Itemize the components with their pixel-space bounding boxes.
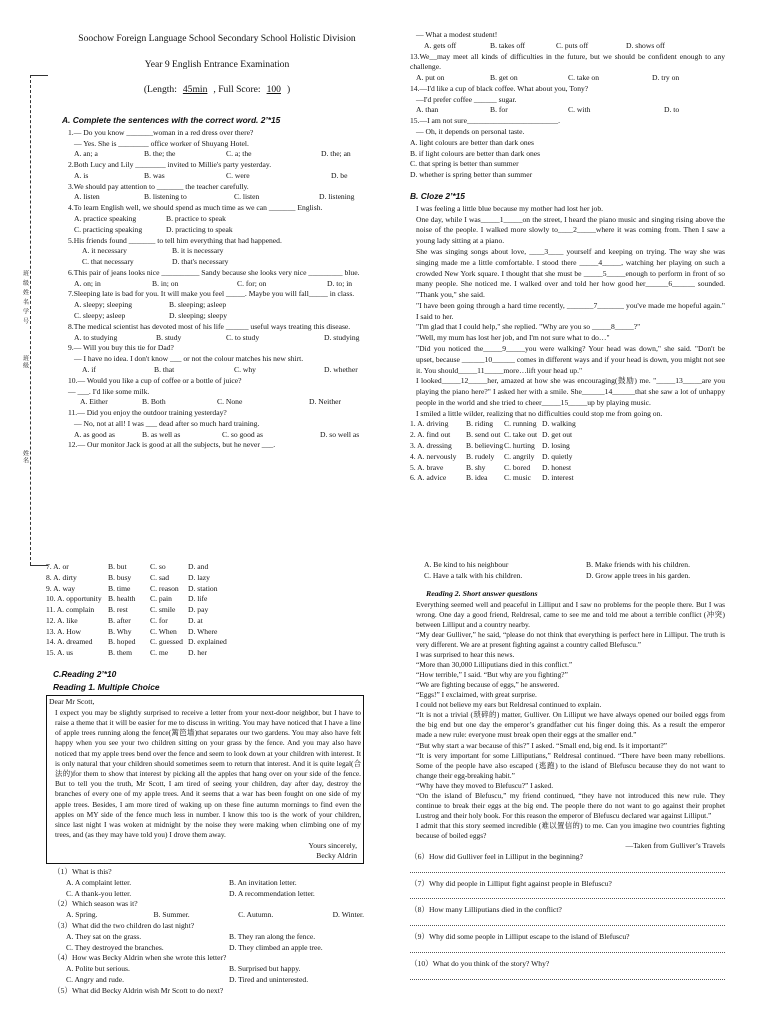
question-1b: — Yes. She is ________ office worker of Shuyang Hotel. — [74, 138, 249, 148]
length-value: 45min — [182, 84, 208, 96]
reading-2-questions — [410, 852, 725, 980]
question-12b: — What a modest student! — [416, 30, 498, 39]
choice-option: 15. A. us — [46, 648, 74, 658]
cloze-choice-row-9 — [46, 648, 364, 659]
story-paragraph: “How terrible,” I said. “But why are you fighting?” — [416, 670, 568, 680]
choice-option: 6. A. advice — [410, 473, 447, 483]
choice-option: C. so — [150, 562, 166, 571]
choice-option: B. send out — [466, 430, 501, 440]
story-paragraph: “But why start a war because of this?” I asked. “Small end, big end. Is it important?” — [416, 740, 668, 750]
choice-option: 11. A. complain — [46, 605, 95, 615]
choice-option: D. pay — [188, 605, 209, 615]
letter-signature: Becky Aldrin — [316, 851, 357, 861]
choice-option: D. honest — [542, 462, 572, 472]
reading-question-2: （2）Which season was it? — [53, 899, 138, 909]
reading-question-5: （5）What did Becky Aldrin wish Mr Scott to do next? — [53, 985, 224, 995]
question-c5-options-2: C. Have a talk with his children. D. Grow apple trees in his garden. — [424, 570, 691, 580]
question-15-option-c: C. that spring is better than summer — [410, 159, 519, 169]
choice-option: C. music — [504, 473, 532, 483]
cloze-choice-row-6 — [46, 616, 364, 627]
choice-option: D. life — [188, 594, 208, 604]
choice-option: C. sad — [150, 572, 169, 582]
cloze-choice-row-4 — [410, 452, 725, 463]
choice-option: C. reason — [150, 583, 179, 593]
question-14-options: A. than B. for C. with D. to — [416, 105, 680, 115]
question-14b: —I'd prefer coffee ______ sugar. — [416, 94, 517, 104]
choice-option: 12. A. like — [46, 615, 78, 625]
binding-corner-top — [30, 75, 48, 76]
reading-question-4: （4）How was Becky Aldrin when she wrote this letter? — [53, 953, 227, 963]
reading-2-heading: Reading 2. Short answer questions — [426, 588, 538, 598]
cloze-para-3: She was singing songs about love, ____3____ yourself and keeping on trying. The way she was singing made me a little comfortable. I stood there _____4_____, watching her playing on such a crowded New York square. I thought that she must be _____5_____enough to perform in front of so many people. She noticed me. I walked over and told her how good her______6______ sounded. "Thank you," she said. — [416, 246, 725, 300]
choice-option: B. them — [108, 648, 133, 658]
short-question-6: （6）How did Gulliver feel in Lilliput in the beginning? — [410, 851, 583, 861]
cloze-choice-row-1 — [410, 419, 725, 430]
choice-option: B. riding — [466, 419, 494, 429]
letter-greeting: Dear Mr Scott, — [49, 696, 95, 706]
choice-option: B. but — [108, 562, 127, 571]
cloze-choice-row-3 — [46, 584, 364, 595]
choice-option: D. her — [188, 648, 207, 658]
reading-question-4-options: C. Angry and rude. D. Tired and uninterested. — [66, 974, 309, 984]
question-11a: 11.— Did you enjoy the outdoor training yesterday? — [68, 408, 227, 418]
question-4: 4.To learn English well, we should spend as much time as we can _______ English. — [68, 203, 323, 213]
question-7-options-2: C. sleepy; asleep D. sleeping; sleepy — [74, 311, 227, 321]
choice-option: C. me — [150, 648, 169, 658]
reading-1-questions — [46, 867, 364, 996]
question-8-options: A. to studying B. study C. to study D. studying — [74, 332, 360, 342]
story-paragraph: “More than 30,000 Lilliputians died in this conflict.” — [416, 660, 573, 669]
question-6-options: A. on; in B. in; on C. for; on D. to; in — [74, 278, 353, 288]
question-9-options: A. if B. that C. why D. whether — [82, 364, 358, 374]
story-paragraph: “On the island of Blefuscu,” my friend continued, “they have not introduced this new rule. They continue to break their eggs at the big end. The people there do not want to go against their prophet Lustrog and their holy book. For this reason the emperor of Blefuscu declared war against Lilliput.” — [416, 790, 725, 820]
choice-option: C. pain — [150, 594, 172, 604]
cloze-choice-row-3 — [410, 441, 725, 452]
story-paragraph: “My dear Gulliver,” he said, “please do not think that everything is perfect here in Lilliput. The truth is very different. We are at present fighting against a country called Blefuscu.” — [416, 629, 725, 649]
cloze-passage — [410, 204, 725, 420]
reading-question-1: （1）What is this? — [53, 867, 112, 877]
question-8: 8.The medical scientist has devoted most of his life ______ useful ways treating this disease. — [68, 321, 351, 331]
top-left-column — [62, 32, 372, 451]
short-question-10: （10）What do you think of the story? Why? — [410, 959, 550, 969]
choice-option: D. lazy — [188, 572, 210, 582]
story-paragraph: “Eggs!” I exclaimed, with great surprise. — [416, 690, 537, 700]
choice-option: D. at — [188, 615, 203, 625]
choice-option: 2. A. find out — [410, 430, 451, 440]
choice-option: B. idea — [466, 473, 488, 483]
story-paragraph: “We are fighting because of eggs,” he answered. — [416, 680, 560, 690]
choice-option: 8. A. dirty — [46, 572, 77, 582]
question-13: 13.We__may meet all kinds of difficulties in the future, but we should be confident enough to any challenge. — [410, 51, 725, 72]
reading-question-4-options: A. Polite but serious. B. Surprised but happy. — [66, 964, 301, 974]
choice-option: 14. A. dreamed — [46, 637, 93, 647]
cloze-para-5: "I'm glad that I could help," she replied. "Why are you so _____8_____?" — [416, 322, 641, 332]
choice-option: D. interest — [542, 473, 574, 483]
reading-2-story — [410, 600, 725, 842]
choice-option: B. health — [108, 594, 136, 604]
choice-option: C. smile — [150, 605, 176, 615]
question-3-options: A. listen B. listening to C. listen D. listening — [74, 192, 355, 202]
question-5: 5.His friends found _______ to tell him everything that had happened. — [68, 235, 282, 245]
choice-option: 9. A. way — [46, 583, 76, 593]
reading-question-3-options: A. They sat on the grass. B. They ran along the fence. — [66, 931, 316, 941]
choice-option: 10. A. opportunity — [46, 594, 102, 604]
cloze-choice-row-5 — [46, 605, 364, 616]
cloze-choice-row-6 — [410, 473, 725, 484]
cloze-para-6: "Well, my mum has lost her job, and I'm not sure what to do…" — [416, 333, 610, 343]
story-paragraph: “It is very important for some Lilliputians,” Reldresal continued. “There have been many rebellions. Some of the people have also escaped (逃跑) to the island of Blefuscu because they do not want to change their egg-breaking habit.” — [416, 750, 725, 780]
cloze-choice-row-5 — [410, 463, 725, 474]
choice-option: 7. A. or — [46, 562, 69, 571]
choice-option: B. believing — [466, 441, 504, 451]
exam-title: Year 9 English Entrance Examination — [144, 58, 290, 70]
question-9b: — I have no idea. I don't know ___ or not the colour matches his new shirt. — [74, 354, 304, 364]
reading-question-1-options: A. A complaint letter. B. An invitation letter. — [66, 877, 297, 887]
score-value: 100 — [266, 84, 281, 96]
reading-question-3: （3）What did the two children do last night? — [53, 920, 195, 930]
story-paragraph: Everything seemed well and peaceful in Lilliput and I saw no problems for the people there. But I was wrong. One day a good friend, Reldresal, came to see me and told me about a terrible conflict (冲突) between Lilliput and a country nearby. — [416, 599, 725, 629]
cloze-choice-row-4 — [46, 594, 364, 605]
cloze-para-9: I smiled a little wilder, realizing that no difficulties could stop me from going on. — [416, 408, 663, 418]
cloze-choice-row-8 — [46, 637, 364, 648]
question-1-options: A. an; a B. the; the C. a; the D. the; an — [74, 149, 351, 159]
margin-label-name: 班级 — [21, 355, 28, 369]
choice-option: B. Why — [108, 626, 132, 636]
answer-line-9[interactable] — [410, 943, 725, 953]
choice-option: B. time — [108, 583, 131, 593]
cloze-choice-row-7 — [46, 627, 364, 638]
choice-option: 13. A. How — [46, 626, 82, 636]
question-4-options-1: A. practice speaking B. practice to speak — [74, 214, 226, 223]
cloze-para-7: "Did you noticed the_____9_____you were walking? Your head was down," she said. "Don't be upset, because ______10______ comes in different ways and if your head is down, you might not see it. You should_____11_____more…lift your head up." — [416, 344, 725, 375]
question-2-options: A. is B. was C. were D. be — [74, 170, 348, 180]
choice-option: D. and — [188, 562, 209, 571]
question-13-options: A. put on B. get on C. take on D. try on — [416, 73, 680, 83]
choice-option: C. guessed — [150, 637, 183, 647]
choice-option: C. bored — [504, 462, 531, 472]
cloze-para-4: "I have been going through a hard time recently, _______7_______ you've made me hopeful again." I said to her. — [416, 300, 725, 321]
choice-option: C. hurting — [504, 441, 535, 451]
question-3: 3.We should pay attention to _______ the teacher carefully. — [68, 181, 249, 191]
question-15-option-a: A. light colours are better than dark ones — [410, 137, 534, 147]
choice-option: B. hoped — [108, 637, 136, 647]
bottom-right-column — [410, 560, 725, 986]
choice-option: 1. A. driving — [410, 419, 449, 429]
answer-line-6[interactable] — [410, 863, 725, 873]
choice-option: 5. A. brave — [410, 462, 444, 472]
choice-option: B. rest — [108, 605, 128, 615]
choice-option: D. walking — [542, 419, 576, 429]
choice-option: C. angrily — [504, 451, 535, 461]
choice-option: D. quietly — [542, 451, 573, 461]
question-2: 2.Both Lucy and Lily ________ invited to Millie's party yesterday. — [68, 160, 272, 170]
question-4-options-2: C. practicing speaking D. practicing to speak — [74, 224, 233, 234]
reading-question-3-options: C. They destroyed the branches. D. They climbed an apple tree. — [66, 942, 323, 952]
reading-question-2-options: A. Spring. B. Summer. C. Autumn. D. Winter. — [66, 910, 364, 920]
question-7-options-1: A. sleepy; sleeping B. sleeping; asleep — [74, 300, 227, 310]
choice-option: B. after — [108, 615, 131, 625]
school-name: Soochow Foreign Language School Secondary School Holistic Division — [78, 33, 356, 44]
story-source: —Taken from Gulliver’s Travels — [625, 841, 725, 851]
choice-option: D. get out — [542, 430, 573, 440]
story-paragraph: I admit that this story seemed incredible (难以置信的) to me. Can you imagine two countries fighting because of boiled eggs? — [416, 821, 725, 841]
answer-line-8[interactable] — [410, 916, 725, 926]
story-paragraph: “It is not a trivial (琐碎的) matter, Gulliver. On Lilliput we have always opened our boiled eggs from the big end but one day the emperor’s grandfather cut his finger doing this. As a result the emperor made a new rule: everyone must break open their eggs at the smaller end.” — [416, 710, 725, 740]
reading-question-1-options: C. A thank-you letter. D. A recommendation letter. — [66, 888, 315, 898]
letter-box — [46, 695, 364, 864]
question-12: 12.— Our monitor Jack is good at all the subjects, but he never ___. — [68, 440, 276, 450]
choice-option: C. When — [150, 626, 177, 636]
top-right-column — [410, 30, 725, 484]
question-15-option-b: B. if light colours are better than dark ones — [410, 148, 541, 158]
question-9a: 9.— Will you buy this tie for Dad? — [68, 343, 174, 353]
cloze-choices-bottom — [46, 562, 364, 659]
cloze-para-2: One day, while I was_____1_____on the street, I heard the piano music and singing rising above the noise of the people. I walked more slowly to____2_____where it was coming from. Then I saw a young lady sitting at a piano. — [416, 214, 725, 246]
short-question-7: （7）Why did people in Lilliput fight against people in Blefuscu? — [410, 878, 612, 888]
choice-option: B. busy — [108, 572, 132, 582]
section-c-heading: C.Reading 2’*10 — [53, 669, 117, 680]
bottom-left-column — [46, 562, 364, 996]
question-11-options: A. as good as B. as well as C. so good as D. so well as — [74, 429, 360, 439]
choice-option: C. running — [504, 419, 537, 429]
cloze-para-1: I was feeling a little blue because my mother had lost her job. — [416, 203, 604, 213]
choice-option: D. losing — [542, 441, 570, 451]
answer-line-10[interactable] — [410, 970, 725, 980]
section-a-heading: A. Complete the sentences with the correct word. 2’*15 — [62, 114, 281, 125]
cloze-choice-row-2 — [46, 573, 364, 584]
short-question-8: （8）How many Lilliputians died in the conflict? — [410, 905, 562, 915]
answer-line-7[interactable] — [410, 889, 725, 899]
question-15-option-d: D. whether is spring better than summer — [410, 170, 533, 180]
cloze-para-8: I looked_____12_____her, amazed at how she was encouraging(鼓励) me. "_____13_____are you playing the piano here?" I asked her with a smile. She______14______that she saw a lot of unhappy people in the world and she tried to cheer_____15_____up by playing music. — [416, 376, 725, 407]
question-14a: 14.—I'd like a cup of black coffee. What about you, Tony? — [410, 83, 589, 93]
short-question-9: （9）Why did some people in Lilliput escape to the island of Blefuscu? — [410, 932, 630, 942]
choice-option: C. take out — [504, 430, 538, 440]
story-paragraph: I could not believe my ears but Reldresal continued to explain. — [416, 700, 602, 710]
question-6: 6.This pair of jeans looks nice __________ Sandy because she looks very nice _________ blue. — [68, 267, 360, 277]
story-paragraph: I was surprised to hear this news. — [416, 649, 515, 659]
choice-option: C. for — [150, 615, 168, 625]
question-5-options-1: A. it necessary B. it is necessary — [82, 246, 224, 256]
reading-1-heading: Reading 1. Multiple Choice — [53, 681, 160, 692]
question-5-options-2: C. that necessary D. that's necessary — [82, 257, 229, 267]
question-7: 7.Sleeping late is bad for you. It will make you feel _____. Maybe you will fall_____ in class. — [68, 289, 355, 299]
question-15b: — Oh, it depends on personal taste. — [416, 127, 525, 137]
cloze-choices-top — [410, 419, 725, 484]
choice-option: 4. A. nervously — [410, 451, 457, 461]
choice-option: 3. A. dressing — [410, 441, 452, 451]
question-11b: — No, not at all! I was ___ dead after so much hard training. — [74, 418, 260, 428]
question-10a: 10.— Would you like a cup of coffee or a bottle of juice? — [68, 375, 242, 385]
story-paragraph: “Why have they moved to Blefuscu?” I asked. — [416, 780, 554, 790]
question-12-options: A. gets off B. takes off C. puts off D. shows off — [424, 40, 665, 50]
choice-option: D. explained — [188, 637, 227, 647]
question-c5-options-1: A. Be kind to his neighbour B. Make friends with his children. — [424, 560, 690, 569]
letter-body: I expect you may be slightly surprised to receive a letter from your next-door neighbor, but I have to raise a theme that it will be easier for me to discuss in writing. You may have noticed that I have a line of apple trees running along the fence(篱笆墙)that separates our two gardens. You may also have felt happy when you see your two children sitting on your grass by the fence. And you may also have noticed that my apple trees bend over the fence and seem to look down at your children with interest. It is only natural that your children should sometimes seem to return that interest. And it is quite legal(合法的)for them to show that interest by picking all the apples that hang over on your side of the fence. But to tell you the truth, Mr Scott, I am tired of seeing your children, day after day, destroy the branches of every one of my apple trees. And it seems that a war has been fought on one side of my apple trees. Besides, I am more tired of waking up on these fine autumn mornings to find even the apples on MY side of the fence much less in number. I know this too is the work of your children, since last night I was woken at midnight by the noise they were making when climbing one of my trees, and (as they may have told you) I drove them away. — [55, 707, 361, 840]
choice-option: B. shy — [466, 462, 486, 472]
margin-label-number: 姓名 — [21, 450, 28, 464]
margin-label-class: 班 级 姓 名 学 号 — [21, 270, 28, 325]
exam-length: (Length: 45min , Full Score: 100 ) — [143, 84, 291, 96]
choice-option: D. Where — [188, 626, 218, 636]
cloze-choice-row-1 — [46, 562, 364, 573]
binding-line — [30, 75, 31, 565]
question-10-options: A. Either B. Both C. None D. Neither — [80, 397, 342, 407]
question-10b: — ___. I'd like some milk. — [68, 386, 150, 396]
letter-close: Yours sincerely, — [308, 840, 357, 850]
section-b-heading: B. Cloze 2’*15 — [410, 190, 465, 201]
question-1a: 1.— Do you know _______woman in a red dress over there? — [68, 127, 254, 137]
question-15a: 15.—I am not sure________________________. — [410, 116, 560, 126]
choice-option: D. station — [188, 583, 218, 593]
cloze-choice-row-2 — [410, 430, 725, 441]
choice-option: B. rudely — [466, 451, 495, 461]
